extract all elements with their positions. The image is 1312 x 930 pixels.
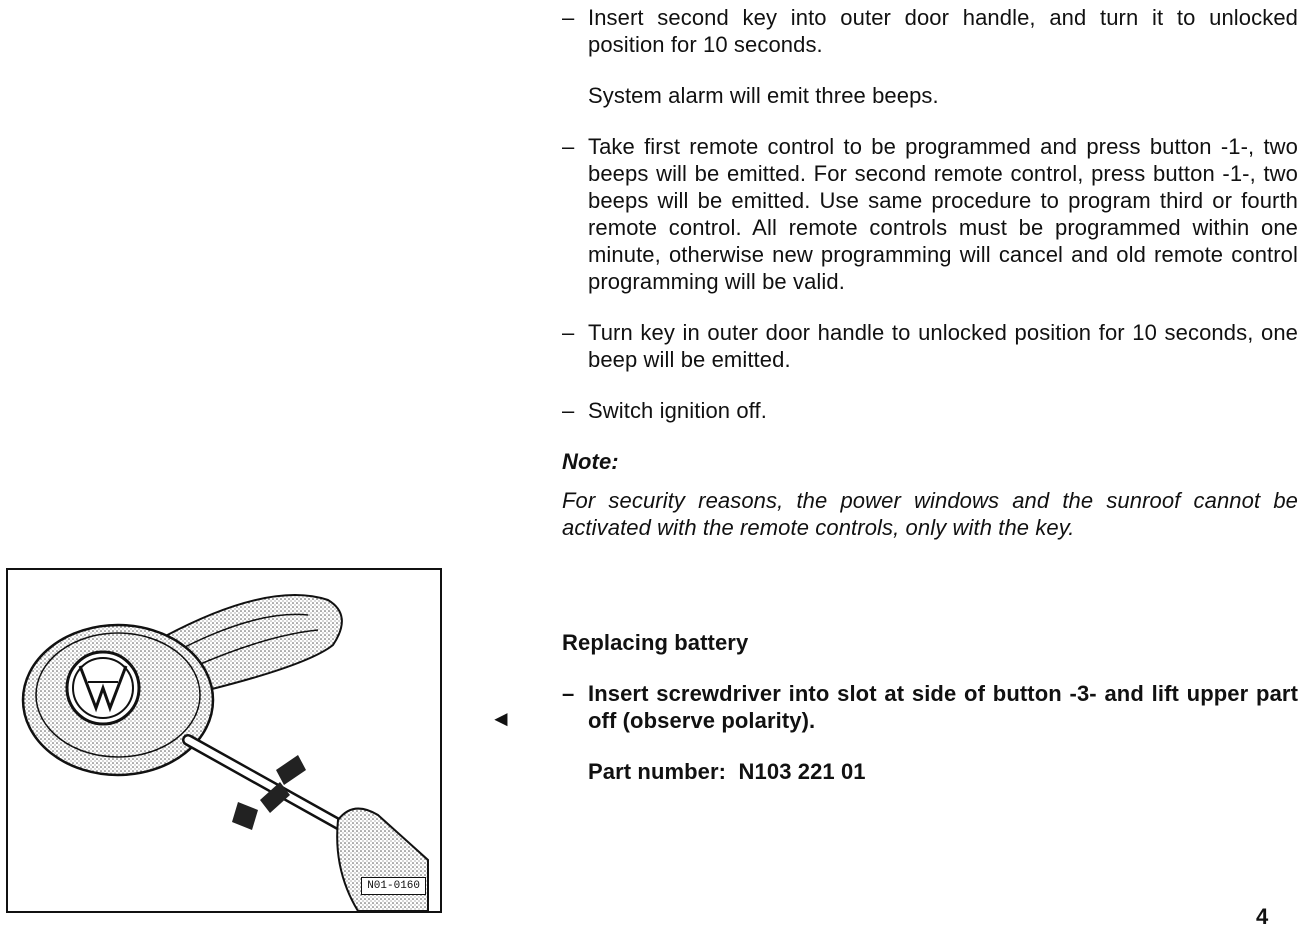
alarm-text: System alarm will emit three beeps. — [588, 83, 939, 108]
remote-key-drawing — [8, 570, 440, 911]
step-dash: – — [562, 398, 575, 423]
part-number-value: N103 221 01 — [738, 759, 866, 784]
step-text: Turn key in outer door handle to unlocked position for 10 seconds, one beep will be emitted. — [588, 320, 1298, 372]
page-number: 4 — [1256, 904, 1269, 929]
section-title: Replacing battery — [562, 630, 749, 655]
part-number-label: Part number: — [588, 759, 727, 784]
step-program-remote — [562, 133, 1298, 295]
step-text: Insert second key into outer door handle, and turn it to unlocked position for 10 seconds. — [588, 5, 1298, 57]
part-number-line — [562, 758, 1298, 785]
step-dash: – — [562, 320, 575, 345]
step-dash: – — [562, 5, 575, 30]
step-insert-second-key — [562, 4, 1298, 58]
instructions-column — [562, 0, 1298, 785]
key-illustration — [6, 568, 442, 913]
step-text: Take first remote control to be programmed and press button -1-, two beeps will be emitted. For second remote control, press button -1-, two beeps will be emitted. Use same procedure to program third or fourth remote control. All remote controls must be programmed within one minute, otherwise new programming will cancel and old remote control programming will be valid. — [588, 134, 1298, 294]
step-dash: – — [562, 134, 575, 159]
step-dash: – — [562, 681, 575, 706]
figure-label: N01-0160 — [361, 877, 426, 895]
note-title: Note: — [562, 449, 619, 474]
pointer-arrow-icon: ◄ — [490, 706, 512, 731]
note-text: For security reasons, the power windows and the sunroof cannot be activated with the remote controls, only with the key. — [562, 488, 1298, 540]
step-switch-ignition — [562, 397, 1298, 424]
step-insert-screwdriver — [562, 680, 1298, 734]
step-text: Switch ignition off. — [588, 398, 767, 423]
step-turn-key — [562, 319, 1298, 373]
step-text: Insert screwdriver into slot at side of button -3- and lift upper part off (observe polarity). — [588, 681, 1298, 733]
